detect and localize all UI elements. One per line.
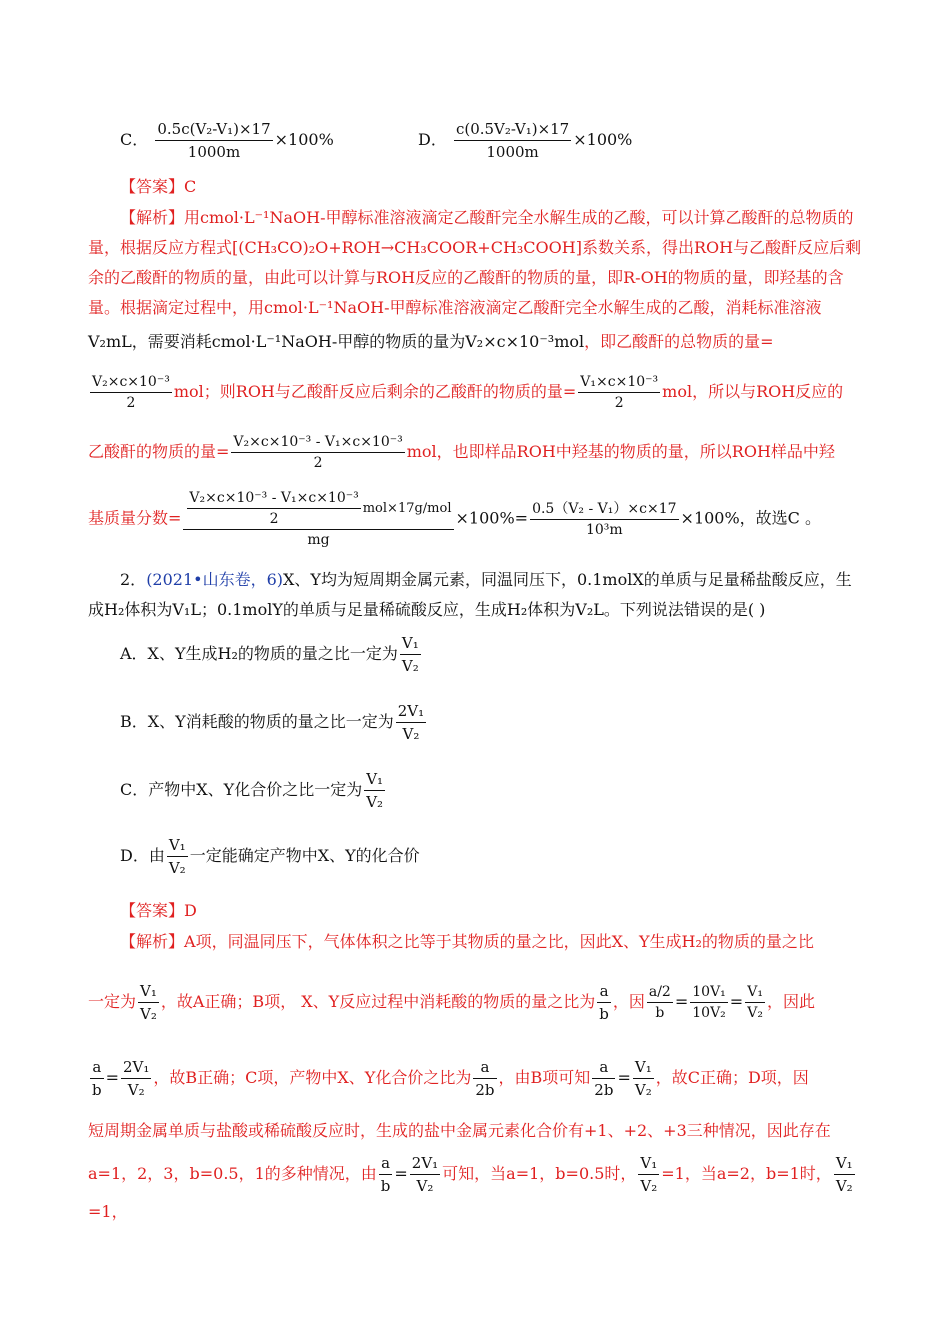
q2-option-b: B．X、Y消耗酸的物质的量之比一定为 $\frac{\text{2V₁}}{\text{V₂}}$ bbox=[120, 702, 425, 743]
q1-analysis-line7: 乙酸酐的物质的量= $\frac{\text{V₂×c×10⁻³ - V₁×c×10⁻³}}{2}$ mol，也即样品ROH中羟基的物质的量，所以ROH样品中羟 bbox=[88, 434, 835, 471]
fraction-total: $\frac{\text{V₂×c×10⁻³}}{2}$ bbox=[92, 374, 170, 411]
q1-analysis-paragraph: 【解析】用cmol·L⁻¹NaOH-甲醇标准溶液滴定乙酸酐完全水解生成的乙酸，可以计算乙酸酐的总物质的量，根据反应方程式[(CH₃CO)₂O+ROH→CH₃COOR+CH₃COOH]系数关系，得出ROH与乙酸酐反应后剩余的乙酸酐的物质的量，由此可以计算与ROH反应的乙酸酐的物质的量，即R-OH的物质的量，即羟基的含量。根据滴定过程中，用cmol·L⁻¹NaOH-甲醇标准溶液滴定乙酸酐完全水解生成的乙酸，消耗标准溶液 bbox=[88, 208, 862, 317]
q1-option-c: C． $\frac{\text{0.5c(V₂-V₁)×17}}{1000m}$ ×100% bbox=[120, 120, 334, 161]
q2-analysis-line3: $\frac{a}{b}$ = $\frac{\text{2V₁}}{\text{V₂}}$ ，故B正确；C项，产物中X、Y化合价之比为 $\frac{a}{2b}$ ，由B项可知 $\frac{a}{2b}$ = $\frac{\text{V₁}}{\text{V₂}}$ ，故C正确；D项，因 bbox=[92, 1058, 809, 1099]
q2-stem: 2．(2021•山东卷，6)X、Y均为短周期金属元素，同温同压下，0.1molX的单质与足量稀盐酸反应，生 成H₂体积为V₁L；0.1molY的单质与足量稀硫酸反应，生成H₂体积为V₂L。下列说法错误的是( ) bbox=[88, 570, 852, 619]
q2-option-d: D．由 $\frac{\text{V₁}}{\text{V₂}}$ 一定能确定产物中X、Y的化合价 bbox=[120, 836, 420, 877]
fraction-reacted: $\frac{\text{V₂×c×10⁻³ - V₁×c×10⁻³}}{2}$ bbox=[233, 434, 403, 471]
q2-analysis-line5: a=1，2，3，b=0.5，1的多种情况，由 $\frac{a}{b}$ = $\frac{\text{2V₁}}{\text{V₂}}$ 可知，当a=1，b=0.5时， $\frac{\text{V₁}}{\text{V₂}}$ =1，当a=2，b=1时， $\frac{\text{V₁}}{\text{V₂}}$ =1， bbox=[88, 1154, 853, 1221]
q2-analysis-line1: 【解析】A项，同温同压下，气体体积之比等于其物质的量之比，因此X、Y生成H₂的物质的量之比 bbox=[120, 932, 814, 951]
q2-answer: 【答案】D bbox=[120, 901, 197, 920]
fraction-remaining: $\frac{\text{V₁×c×10⁻³}}{2}$ bbox=[580, 374, 659, 411]
q2-analysis-line2: 一定为 $\frac{\text{V₁}}{\text{V₂}}$ ，故A正确；B项， X、Y反应过程中消耗酸的物质的量之比为 $\frac{a}{b}$ ，因 $\frac{a/2}{b}$ = $\frac{\text{10V₁}}{\text{10V₂}}$ = $\frac{\text{V₁}}{\text{V₂}}$ ，因此 bbox=[88, 982, 815, 1023]
option-c-fraction: $\frac{\text{0.5c(V₂-V₁)×17}}{1000m}$ bbox=[157, 120, 271, 161]
q1-analysis-line5: V₂mL，需要消耗cmol·L⁻¹NaOH-甲醇的物质的量为V₂×c×10⁻³mol，即乙酸酐的总物质的量= bbox=[88, 332, 774, 351]
q2-option-a: A．X、Y生成H₂的物质的量之比一定为 $\frac{\text{V₁}}{\text{V₂}}$ bbox=[120, 634, 419, 675]
fraction-result: $\frac{\text{0.5（V₂ - V₁）×c×17}}{\text{10³m}}$ bbox=[532, 500, 677, 538]
q1-answer: 【答案】C bbox=[120, 177, 197, 196]
q1-option-d: D． $\frac{\text{c(0.5V₂-V₁)×17}}{1000m}$ ×100% bbox=[418, 120, 633, 161]
q2-analysis-line4: 短周期金属单质与盐酸或稀硫酸反应时，生成的盐中金属元素化合价有+1、+2、+3三种情况，因此存在 bbox=[88, 1121, 831, 1140]
option-d-fraction: $\frac{\text{c(0.5V₂-V₁)×17}}{1000m}$ bbox=[455, 120, 570, 161]
q1-analysis-line8: 基质量分数= $\frac{\text{V₂×c×10⁻³ - V₁×c×10⁻³}}{2}$ mol×17g/mol mg ×100%= $\frac{\text{0.5（V₂ - V₁）×c×17}}{\text{10³m}}$ ×100%，故选C 。 bbox=[88, 490, 822, 548]
q2-option-c: C．产物中X、Y化合价之比一定为 $\frac{\text{V₁}}{\text{V₂}}$ bbox=[120, 770, 384, 811]
q1-analysis-line6: $\frac{\text{V₂×c×10⁻³}}{2}$ mol；则ROH与乙酸酐反应后剩余的乙酸酐的物质的量= $\frac{\text{V₁×c×10⁻³}}{2}$ mol，所以与ROH反应的 bbox=[92, 374, 844, 411]
fraction-mass-fraction: $\frac{\text{V₂×c×10⁻³ - V₁×c×10⁻³}}{2}$ mol×17g/mol mg bbox=[183, 488, 453, 550]
